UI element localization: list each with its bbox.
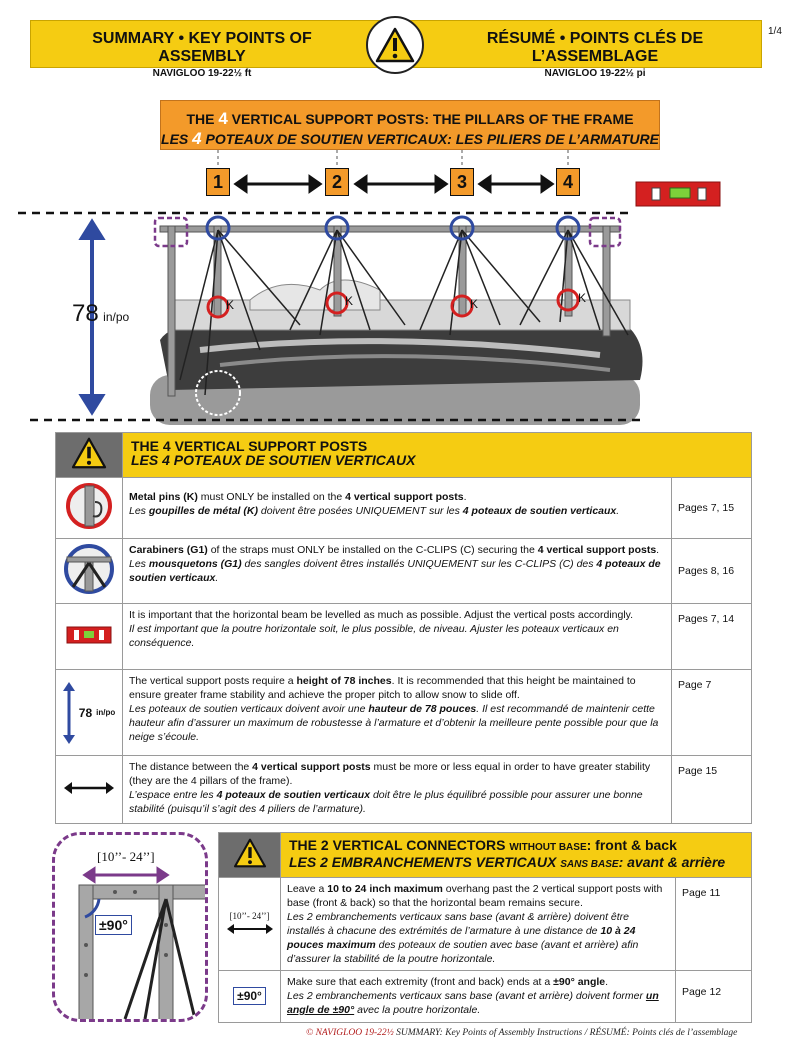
table-row xyxy=(219,971,752,1023)
carabiner-icon xyxy=(63,543,115,595)
overhang-icon-label: [10’’- 24’’] xyxy=(229,911,270,921)
pin-label-k: K xyxy=(578,291,587,305)
warning-icon xyxy=(71,437,107,469)
angle-label: ±90° xyxy=(95,915,132,935)
overhang-icon-cell xyxy=(219,878,281,971)
height-icon-cell xyxy=(56,670,123,756)
pin-icon-cell xyxy=(56,478,123,539)
section2-title xyxy=(281,833,752,878)
level-indicator xyxy=(636,182,720,206)
height-unit: in/po xyxy=(96,707,116,717)
copyright-symbol: © xyxy=(306,1028,314,1038)
table-header-icon-cell xyxy=(219,833,281,878)
page-ref: Page 12 xyxy=(676,971,752,1023)
table-header-row xyxy=(219,833,752,878)
header-title-en: SUMMARY • KEY POINTS OF ASSEMBLY xyxy=(92,30,312,65)
distance-icon-cell xyxy=(56,756,123,824)
post-number-4: 4 xyxy=(556,168,580,196)
metal-pin-icon xyxy=(65,482,113,530)
warning-icon xyxy=(366,16,424,74)
page-number: 1/4 xyxy=(768,26,782,37)
row-text: Metal pins (K) must ONLY be installed on the 4 vertical support posts. Les goupilles de métal (K) doivent être posées UNIQUEMENT sur les 4 poteaux de soutien verticaux. xyxy=(123,478,672,539)
table-header-icon-cell xyxy=(56,433,123,478)
post-number-3: 3 xyxy=(450,168,474,196)
height-value: 78 xyxy=(78,705,93,720)
pin-label-k: K xyxy=(226,298,235,312)
section1-title-fr: LES 4 POTEAUX DE SOUTIEN VERTICAUX xyxy=(131,452,416,468)
banner-en: THE 4 VERTICAL SUPPORT POSTS: THE PILLARS OF THE FRAME xyxy=(186,109,634,128)
row-text: Leave a 10 to 24 inch maximum overhang past the 2 vertical support posts with base (front & back) so that the horizontal beam remains secure. Les 2 embranchements verticaux sans base (avant & arrière) doivent être installés à chacune des extrémités de l’armature à une distance de 10 à 24 pouces maximum des poteaux de soutien avec base (avant et arrière) afin d’assurer la stabilité de la poutre horizontale. xyxy=(281,878,676,971)
page-ref: Page 11 xyxy=(676,878,752,971)
pin-label-k: K xyxy=(345,294,354,308)
row-text: It is important that the horizontal beam be levelled as much as possible. Adjust the vertical posts accordingly. Il est important que la poutre horizontale soit, le plus possible, de niveau. Ajuster les poteaux verticaux en conséquence. xyxy=(123,604,672,670)
table-header-row xyxy=(56,433,752,478)
row-text: The vertical support posts require a height of 78 inches. It is recommended that this height be maintained to ensure greater frame stability and achieve the proper pitch to allow snow to slide off. Les poteaux de soutien verticaux doivent avoir une hauteur de 78 pouces. Il est recommandé de maintenir cette hauteur afin d’assurer un maximum de robustesse à l’armature et d’obtenir la meilleure pente possible pour que la neige s’écoule. xyxy=(123,670,672,756)
level-icon xyxy=(66,626,112,644)
double-arrow-icon xyxy=(63,780,115,796)
post-number-1: 1 xyxy=(206,168,230,196)
table-row xyxy=(56,756,752,824)
double-arrow-icon xyxy=(226,923,274,935)
section1-title xyxy=(123,433,752,478)
header-title-fr: RÉSUMÉ • POINTS CLÉS DE L’ASSEMBLAGE xyxy=(486,30,704,65)
height-label: 78 in/po xyxy=(72,300,130,327)
pillars-banner xyxy=(160,100,660,150)
vertical-posts-table xyxy=(55,432,752,824)
carabiner-icon-cell xyxy=(56,539,123,604)
table-row xyxy=(56,670,752,756)
section1-title-en: THE 4 VERTICAL SUPPORT POSTS xyxy=(131,438,368,454)
connector-illustration xyxy=(52,832,208,1022)
height-arrow-icon xyxy=(63,682,75,744)
header-right xyxy=(430,30,760,79)
banner-fr: LES 4 POTEAUX DE SOUTIEN VERTICAUX: LES PILIERS DE L’ARMATURE xyxy=(161,129,659,148)
page-ref: Pages 8, 16 xyxy=(672,539,752,604)
page-ref: Pages 7, 15 xyxy=(672,478,752,539)
page-ref: Page 15 xyxy=(672,756,752,824)
table-row xyxy=(56,478,752,539)
angle-icon-cell xyxy=(219,971,281,1023)
footer-text: SUMMARY: Key Points of Assembly Instructions / RÉSUMÉ: Points clés de l’assemblage xyxy=(393,1028,738,1038)
boat-frame-diagram xyxy=(0,150,808,430)
page-ref: Pages 7, 14 xyxy=(672,604,752,670)
row-text: Make sure that each extremity (front and back) ends at a ±90° angle. Les 2 embranchements verticaux sans base (avant et arrière) doivent former un angle de ±90° avec la poutre horizontale. xyxy=(281,971,676,1023)
pin-label-k: K xyxy=(470,297,479,311)
row-text: Carabiners (G1) of the straps must ONLY be installed on the C-CLIPS (C) securing the 4 vertical support posts. Les mousquetons (G1) des sangles doivent êtres installés UNIQUEMENT sur les C-CLIPS (C) des 4 poteaux de soutien verticaux. xyxy=(123,539,672,604)
connectors-table xyxy=(218,832,752,1023)
table-row xyxy=(56,604,752,670)
angle-icon-label: ±90° xyxy=(233,987,266,1005)
footer xyxy=(306,1028,737,1038)
header-subtitle-en: NAVIGLOO 19-22½ ft xyxy=(152,68,252,79)
page-ref: Page 7 xyxy=(672,670,752,756)
header-left xyxy=(52,30,352,79)
section2-title-fr: LES 2 EMBRANCHEMENTS VERTICAUX SANS BASE: avant & arrière xyxy=(289,854,726,870)
table-row xyxy=(56,539,752,604)
row-text: The distance between the 4 vertical support posts must be more or less equal in order to have greater stability (they are the 4 pillars of the frame). L’espace entre les 4 poteaux de soutien verticaux doit être le plus équilibré possible pour assurer une bonne stabilité (puisqu’il s’agit des 4 piliers de l’armature). xyxy=(123,756,672,824)
warning-icon xyxy=(233,838,267,868)
overhang-range-label: [10’’- 24’’] xyxy=(97,849,155,864)
post-number-2: 2 xyxy=(325,168,349,196)
level-icon-cell xyxy=(56,604,123,670)
footer-brand: NAVIGLOO 19-22½ xyxy=(315,1028,394,1038)
header-subtitle-fr: NAVIGLOO 19-22½ pi xyxy=(544,68,646,79)
table-row xyxy=(219,878,752,971)
section2-title-en: THE 2 VERTICAL CONNECTORS WITHOUT BASE: front & back xyxy=(289,837,677,853)
